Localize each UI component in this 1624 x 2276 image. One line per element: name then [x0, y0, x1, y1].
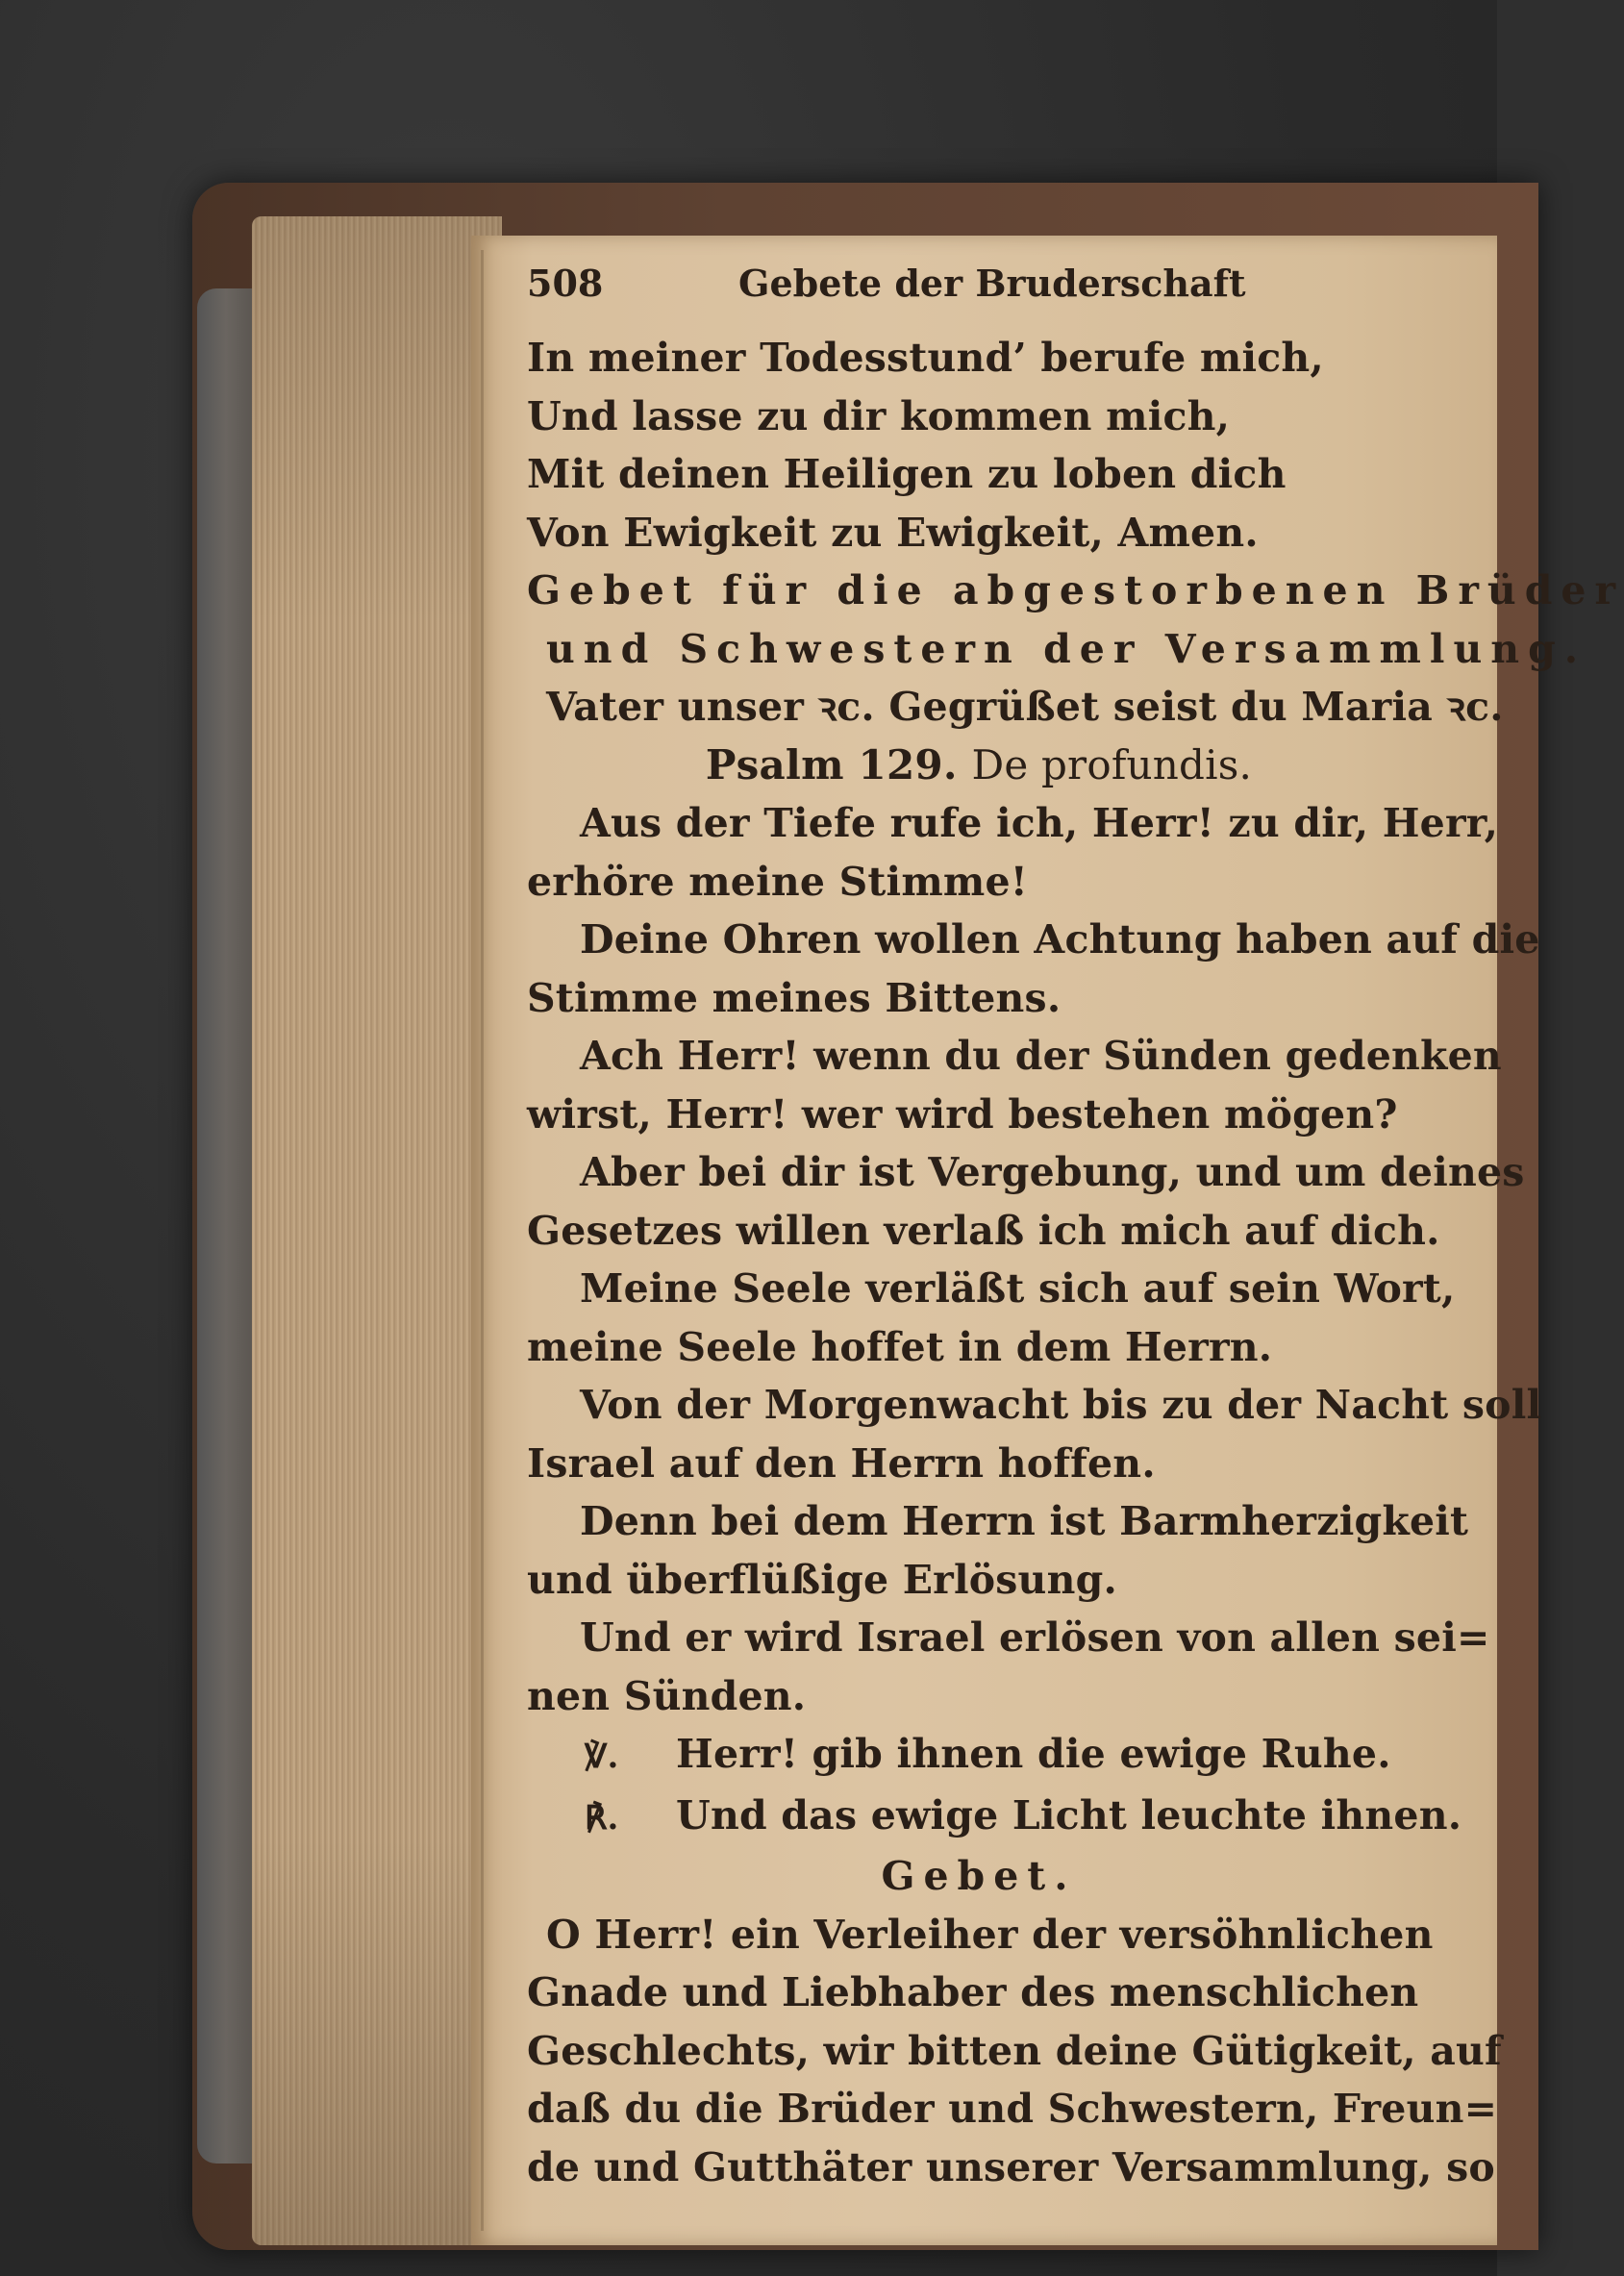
page-edges: [252, 216, 502, 2245]
text-line: Aus der Tiefe rufe ich, Herr! zu dir, Herr,: [580, 800, 1499, 846]
psalm-number: Psalm 129.: [705, 740, 958, 788]
prayer-heading: Gebet.: [881, 1853, 1077, 1899]
text-line: Und er wird Israel erlösen von allen sei=: [580, 1614, 1490, 1661]
text-line: Mit deinen Heiligen zu loben dich: [527, 451, 1287, 497]
versicle-line: [527, 1725, 1431, 1787]
text-line: Vater unser ꝛc. Gegrüßet seist du Maria ꝛc.: [546, 684, 1504, 730]
text-line: Ach Herr! wenn du der Sünden gedenken: [580, 1033, 1502, 1079]
page-header: [527, 262, 1431, 329]
text-line: Und lasse zu dir kommen mich,: [527, 392, 1231, 439]
text-line: Aber bei dir ist Vergebung, und um deines: [580, 1149, 1525, 1195]
text-line: meine Seele hoffet in dem Herrn.: [527, 1323, 1273, 1370]
page-number: 508: [527, 262, 604, 305]
text-line: Denn bei dem Herrn ist Barmherzigkeit: [580, 1498, 1469, 1544]
text-line: wirst, Herr! wer wird bestehen mögen?: [527, 1090, 1398, 1138]
text-line: erhöre meine Stimme!: [527, 858, 1028, 905]
page-gutter: [481, 250, 484, 2231]
text-line: Von Ewigkeit zu Ewigkeit, Amen.: [527, 509, 1259, 556]
section-heading: und Schwestern der Versammlung.: [546, 625, 1587, 672]
text-line: daß du die Brüder und Schwestern, Freun=: [527, 2086, 1498, 2132]
text-line: Von der Morgenwacht bis zu der Nacht soll: [580, 1382, 1542, 1428]
text-line: O Herr! ein Verleiher der versöhnlichen: [546, 1911, 1434, 1958]
versicle-symbol: ℣.: [585, 1738, 619, 1776]
response-line: [527, 1787, 1462, 1848]
psalm-title: [527, 737, 1431, 795]
book-spine-cloth: [197, 288, 255, 2163]
text-line: Gesetzes willen verlaß ich mich auf dich.: [527, 1207, 1440, 1254]
running-title: Gebete der Bruderschaft: [738, 262, 1246, 305]
text-line: Gnade und Liebhaber des menschlichen: [527, 1969, 1419, 2015]
text-line: Israel auf den Herrn hoffen.: [527, 1439, 1156, 1487]
text-line: In meiner Todesstund’ berufe mich,: [527, 335, 1324, 381]
text-line: und überflüßige Erlösung.: [527, 1556, 1117, 1603]
response-text: Und das ewige Licht leuchte ihnen.: [676, 1791, 1462, 1838]
versicle-text: Herr! gib ihnen die ewige Ruhe.: [676, 1731, 1391, 1777]
text-line: de und Gutthäter unserer Versammlung, so: [527, 2143, 1495, 2190]
text-line: nen Sünden.: [527, 1672, 807, 1719]
response-symbol: ℟.: [585, 1798, 619, 1838]
section-heading: Gebet für die abgestorbenen Brüder: [527, 567, 1624, 613]
text-line: Geschlechts, wir bitten deine Gütigkeit, auf: [527, 2027, 1502, 2074]
text-line: Meine Seele verläßt sich auf sein Wort,: [580, 1265, 1456, 1312]
text-line: Deine Ohren wollen Achtung haben auf die: [580, 916, 1540, 963]
page-text: [527, 262, 1624, 2196]
psalm-latin-title: De profundis.: [971, 740, 1253, 788]
text-line: Stimme meines Bittens.: [527, 974, 1062, 1021]
